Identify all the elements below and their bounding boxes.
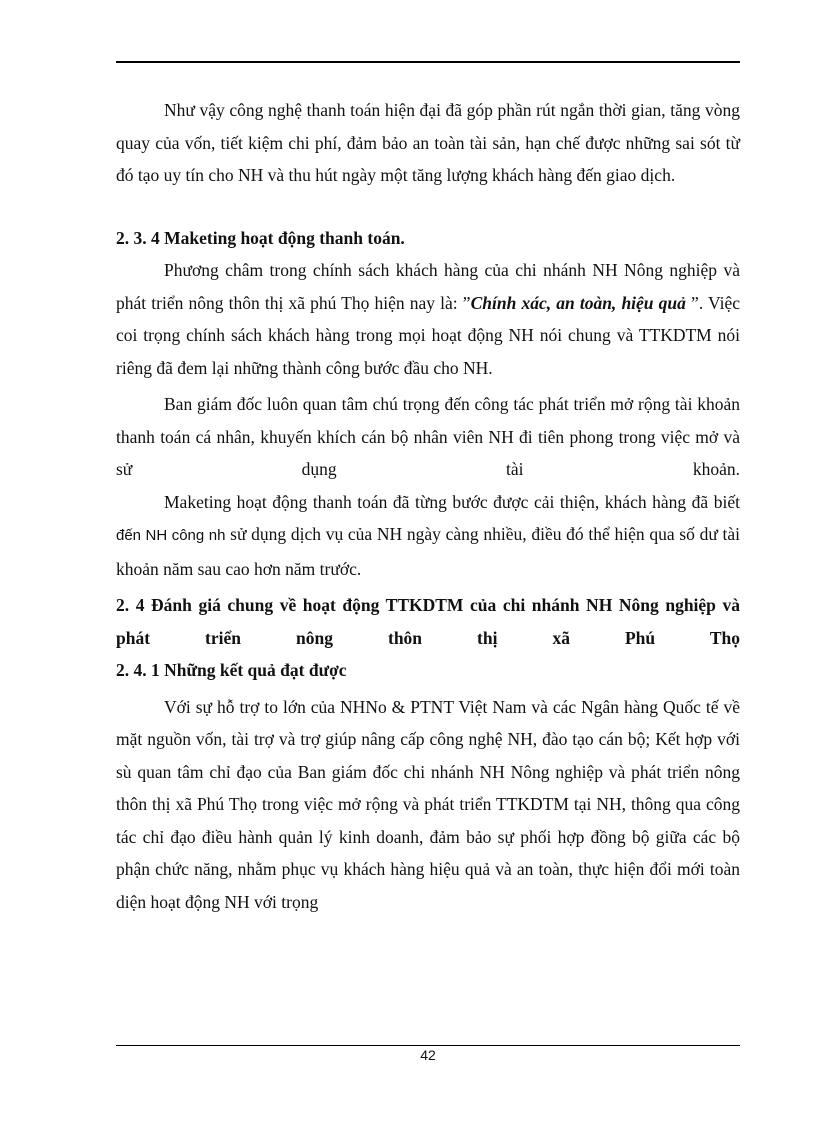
page-body (116, 94, 740, 918)
marketing-text-b: sử dụng dịch vụ của NH ngày càng nhiều, điều đó thể hiện qua số dư tài khoản năm sau cao hơn năm trước. (116, 524, 741, 579)
marketing-text-a: Maketing hoạt động thanh toán đã từng bước được cải thiện, khách hàng đã biết (164, 491, 740, 512)
page-number: 42 (420, 1047, 436, 1063)
heading-2-4-1: 2. 4. 1 Những kết quả đạt được (116, 660, 347, 680)
paragraph-results: Với sự hỗ trợ to lớn của NHNo & PTNT Việt Nam và các Ngân hàng Quốc tế về mặt nguồn vốn, tài trợ và trợ giúp nâng cấp công nghệ NH, đào tạo cán bộ; Kết hợp với sù quan tâm chỉ đạo của Ban giám đốc chi nhánh NH Nông nghiệp và phát triển nông thôn thị xã Phú Thọ trong việc mở rộng và phát triển TTKDTM tại NH, thông qua công tác chỉ đạo điều hành quản lý kinh doanh, đảm bảo sự phối hợp đồng bộ giữa các bộ phận chức năng, nhằm phục vụ khách hàng hiệu quả và an toàn, thực hiện đổi mới toàn diện hoạt động NH với trọng (116, 696, 740, 912)
header-rule (116, 61, 740, 63)
footer-rule (116, 1045, 740, 1046)
heading-2-3-4: 2. 3. 4 Maketing hoạt động thanh toán. (116, 227, 405, 248)
paragraph-marketing (116, 486, 740, 586)
paragraph-board-directors: Ban giám đốc luôn quan tâm chú trọng đến công tác phát triển mở rộng tài khoản thanh toán cá nhân, khuyến khích cán bộ nhân viên NH đi tiên phong trong việc mở và sử dụng tài khoản. (116, 394, 740, 479)
paragraph-payment-tech: Như vậy công nghệ thanh toán hiện đại đã góp phần rút ngắn thời gian, tăng vòng quay của vốn, tiết kiệm chi phí, đảm bảo an toàn tài sản, hạn chế được những sai sót từ đó tạo uy tín cho NH và thu hút ngày một tăng lượng khách hàng đến giao dịch. (116, 100, 740, 185)
paragraph-customer-policy (116, 254, 740, 384)
policy-text-before: Phương châm trong chính sách khách hàng của chi nhánh NH Nông nghiệp và phát triển nông thôn thị xã phú Thọ hiện nay là: ” (116, 260, 740, 313)
marketing-insert: đến NH công nh (116, 527, 226, 544)
policy-motto: Chính xác, an toàn, hiệu quả (470, 292, 686, 313)
policy-text-after: ”. Việc coi trọng chính sách khách hàng trong mọi hoạt động NH nói chung và TTKDTM nói riêng đã đem lại những thành công bước đầu cho NH. (116, 292, 741, 378)
heading-2-4: 2. 4 Đánh giá chung về hoạt động TTKDTM của chi nhánh NH Nông nghiệp và phát triển nông thôn thị xã Phú Thọ (116, 595, 740, 648)
